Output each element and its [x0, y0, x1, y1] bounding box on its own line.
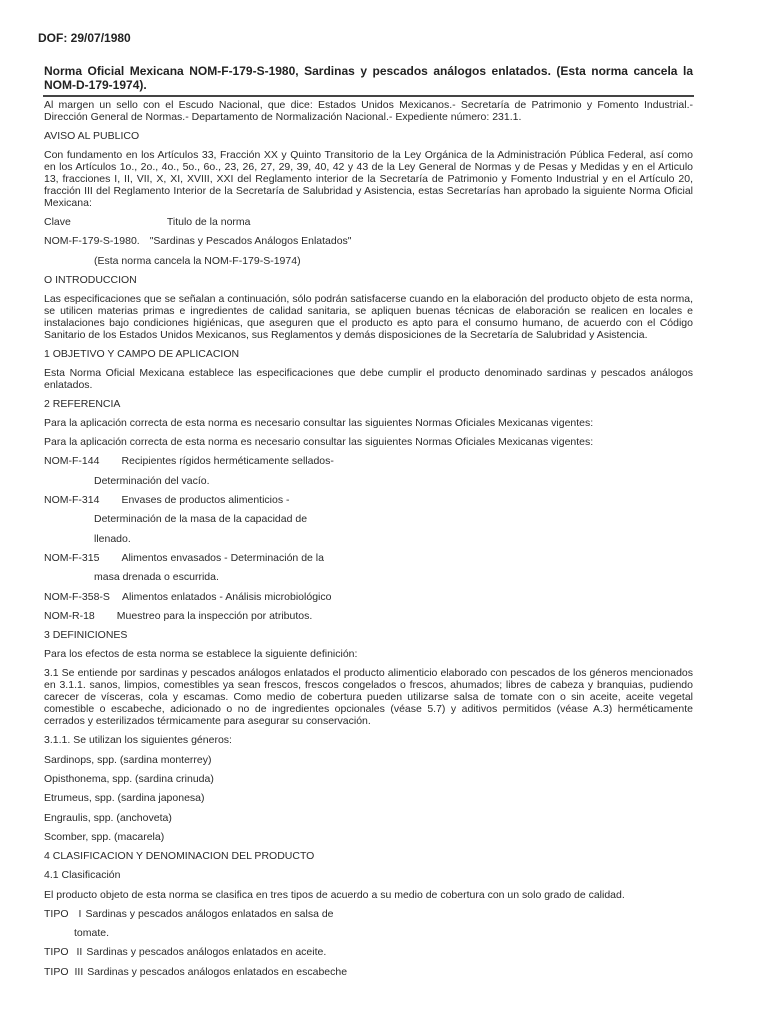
- ref-code-315: NOM-F-315: [44, 551, 100, 564]
- ref-code-358: NOM-F-358-S: [44, 590, 110, 603]
- ref-desc-315: Alimentos envasados - Determinación de la: [121, 551, 324, 564]
- title-divider: [43, 95, 694, 97]
- def-31-paragraph: 3.1 Se entiende por sardinas y pescados análogos enlatados el producto alimenticio elaborado con pescados de los géneros mencionados en 3.1.1. sanos, limpios, comestibles ya sean frescos, frescos congelados o frescos, ahumados; libres de cabeza y branquias, pudiendo carecer de vísceras, cola y escamas. Como medio de cobertura pueden utilizarse salsa de tomate con o sin aceite, aceite vegetal comestible o escabeche, adicionado o no de ingredientes opcionales (véase 5.7) y aditivos permitidos (véase A.3) herméticamente cerrados y esterilizados térmicamente para asegurar su conservación.: [44, 667, 693, 728]
- ref-row-314: [44, 494, 693, 506]
- tipo-row-1: [44, 908, 693, 920]
- ref-row-r18: [44, 610, 693, 622]
- genus-item: Sardinops, spp. (sardina monterrey): [44, 753, 212, 766]
- ref-desc-r18: Muestreo para la inspección por atributos.: [116, 609, 313, 622]
- ref-row-314-cont2: llenado.: [94, 532, 131, 545]
- tipo-label: TIPO: [44, 965, 69, 978]
- heading-clasificacion: 4 CLASIFICACION Y DENOMINACION DEL PRODUCTO: [44, 850, 315, 863]
- ref-row-315-cont: masa drenada o escurrida.: [94, 571, 219, 584]
- ref-code-314: NOM-F-314: [44, 494, 100, 507]
- clave-label: Clave: [44, 216, 71, 228]
- cancela-line: (Esta norma cancela la NOM-F-179-S-1974): [94, 254, 301, 267]
- ref-desc-314: Envases de productos alimenticios -: [121, 494, 290, 507]
- document-body: [44, 99, 693, 985]
- tipo-desc: Sardinas y pescados análogos enlatados en escabeche: [87, 965, 348, 978]
- clasificacion-paragraph: El producto objeto de esta norma se clasifica en tres tipos de acuerdo a su medio de cobertura con un solo grado de calidad.: [44, 888, 625, 901]
- tipo-row-1-cont: tomate.: [74, 927, 110, 940]
- ref-code-r18: NOM-R-18: [44, 609, 95, 622]
- objetivo-paragraph: Esta Norma Oficial Mexicana establece las especificaciones que debe cumplir el producto denominado sardinas y pescados análogos enlatados.: [44, 366, 693, 391]
- heading-referencia: 2 REFERENCIA: [44, 397, 121, 410]
- ref-row-315: [44, 552, 693, 564]
- genus-item: Scomber, spp. (macarela): [44, 830, 165, 843]
- tipo-row-3: [44, 966, 693, 978]
- dof-date: DOF: 29/07/1980: [38, 31, 131, 45]
- tipo-number: III: [74, 965, 84, 978]
- margin-paragraph: Al margen un sello con el Escudo Nacional, que dice: Estados Unidos Mexicanos.- Secretaría de Patrimonio y Fomento Industrial.- Dirección General de Normas.- Departamento de Normalización Nacional.- Expediente número: 231.1.: [44, 99, 693, 123]
- heading-objetivo: 1 OBJETIVO Y CAMPO DE APLICACION: [44, 347, 240, 360]
- titulo-label: Titulo de la norma: [166, 216, 251, 228]
- heading-definiciones: 3 DEFINICIONES: [44, 629, 128, 642]
- ref-row-358: [44, 591, 693, 603]
- tipo-number: I: [78, 907, 82, 920]
- heading-introduccion: O INTRODUCCION: [44, 273, 137, 286]
- heading-41: 4.1 Clasificación: [44, 869, 121, 882]
- tipo-label: TIPO: [44, 946, 69, 959]
- ref-desc-358: Alimentos enlatados - Análisis microbiológico: [121, 590, 332, 603]
- ref-desc-144: Recipientes rígidos herméticamente sellados-: [121, 455, 334, 468]
- clave-value-row: [44, 235, 693, 247]
- fundamento-paragraph: Con fundamento en los Artículos 33, Fracción XX y Quinto Transitorio de la Ley Orgánica de la Administración Pública Federal, así como en los Artículos 1o., 2o., 4o., 5o., 6o., 23, 26, 27, 29, 39, 40, 42 y 43 de la Ley General de Normas y de Pesas y Medidas y en el Articulo 13, fracciones I, II, VII, X, XI, XVIII, XXI del Reglamento interior de la Secretaría de Patrimonio y Fomento Industrial y en el Artículo 20, fracción III del Reglamento Interior de la Secretaría de Salubridad y Asistencia, estas Secretarías han aprobado la siguiente Norma Oficial Mexicana:: [44, 149, 693, 209]
- clave-header-row: [44, 216, 693, 228]
- def-311-line: 3.1.1. Se utilizan los siguientes géneros:: [44, 734, 232, 747]
- titulo-value: "Sardinas y Pescados Análogos Enlatados": [149, 235, 352, 248]
- genus-item: Engraulis, spp. (anchoveta): [44, 811, 172, 824]
- ref-row-144: [44, 455, 693, 467]
- intro-paragraph: Las especificaciones que se señalan a continuación, sólo podrán satisfacerse cuando en la elaboración del producto objeto de esta norma, se utilicen materias primas e ingredientes de calidad sanitaria, se apliquen buenas técnicas de elaboración se realicen en locales e instalaciones bajo condiciones higiénicas, que aseguren que el producto es apto para el consumo humano, de acuerdo con el Código Sanitario de los Estados Unidos Mexicanos, sus Reglamentos y demás disposiciones de la Secretaría de Salubridad y Asistencia.: [44, 292, 693, 341]
- def-intro: Para los efectos de esta norma se establece la siguiente definición:: [44, 648, 358, 661]
- genus-item: Etrumeus, spp. (sardina japonesa): [44, 792, 205, 805]
- document-title: Norma Oficial Mexicana NOM-F-179-S-1980, Sardinas y pescados análogos enlatados. (Esta norma cancela la NOM-D-179-1974).: [44, 64, 693, 92]
- tipo-number: II: [76, 946, 83, 959]
- ref-code-144: NOM-F-144: [44, 455, 100, 468]
- ref-row-314-cont1: Determinación de la masa de la capacidad de: [94, 513, 308, 526]
- referencia-paragraph-2: Para la aplicación correcta de esta norma es necesario consultar las siguientes Normas Oficiales Mexicanas vigentes:: [44, 436, 594, 449]
- tipo-desc: Sardinas y pescados análogos enlatados en aceite.: [86, 946, 327, 959]
- heading-aviso: AVISO AL PUBLICO: [44, 130, 140, 142]
- clave-value: NOM-F-179-S-1980.: [44, 235, 140, 248]
- genus-item: Opisthonema, spp. (sardina crinuda): [44, 773, 214, 786]
- referencia-paragraph-1: Para la aplicación correcta de esta norma es necesario consultar las siguientes Normas Oficiales Mexicanas vigentes:: [44, 416, 594, 429]
- tipo-row-2: [44, 946, 693, 958]
- tipo-desc: Sardinas y pescados análogos enlatados en salsa de: [85, 907, 334, 920]
- ref-row-144-cont: Determinación del vacío.: [94, 474, 210, 487]
- tipo-label: TIPO: [44, 907, 69, 920]
